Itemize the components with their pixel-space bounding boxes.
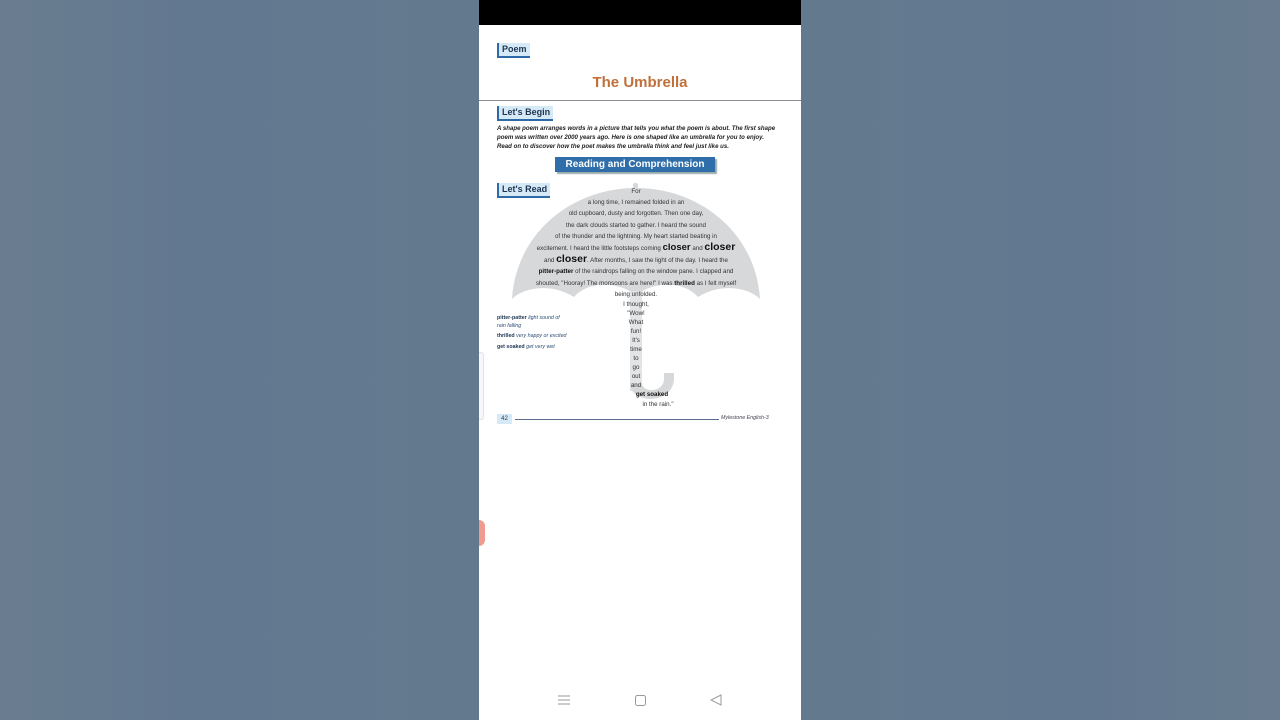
glossary-item — [497, 315, 567, 330]
recent-apps-button[interactable] — [557, 693, 571, 707]
back-button[interactable] — [709, 693, 723, 707]
poem-line: to — [633, 355, 639, 363]
glossary — [497, 315, 567, 354]
document-page[interactable] — [479, 25, 801, 665]
poem-line: time — [630, 346, 642, 354]
poem-line: and — [630, 382, 642, 390]
page-title: The Umbrella — [592, 74, 688, 91]
background-right — [801, 0, 1280, 720]
poem-text: shouted, "Hooray! The monsoons are here!" I was — [535, 279, 675, 287]
poem-line — [512, 254, 760, 266]
poem-line: What — [628, 319, 644, 327]
page-number: 42 — [497, 414, 512, 424]
poem-line: the dark clouds started to gather. I heard the sound — [566, 221, 706, 229]
emphasis-closer: closer — [704, 241, 736, 254]
home-square-icon — [635, 695, 646, 706]
lets-begin-heading: Let's Begin — [497, 106, 553, 121]
home-button[interactable] — [633, 693, 647, 707]
poem-text: as I felt myself — [694, 279, 737, 287]
poem-line: of the thunder and the lightning. My heart started beating in — [554, 232, 717, 240]
glossary-definition: very happy or excited — [516, 333, 567, 339]
phone-screen — [479, 0, 801, 720]
poem-line: a long time, I remained folded in an — [587, 199, 685, 207]
emphasis-closer: closer — [662, 242, 691, 254]
poem-line: For — [631, 188, 641, 195]
poem-text: and — [544, 257, 557, 265]
poem-line: fun! — [630, 328, 642, 336]
poem-line: in the rain." — [642, 401, 674, 409]
glossary-term: get soaked — [497, 343, 525, 350]
menu-icon — [558, 695, 570, 705]
glossary-definition: light sound of rain falling — [497, 315, 560, 329]
glossary-definition: get very wet — [526, 343, 555, 350]
poem-line: "Wow! — [627, 310, 645, 318]
book-title: Mylestone English-3 — [721, 415, 769, 421]
section-tag-poem: Poem — [497, 43, 530, 58]
poem-line: old cupboard, dusty and forgotten. Then one day, — [568, 210, 704, 218]
poem-line — [512, 242, 760, 254]
glossary-item — [497, 333, 567, 341]
back-triangle-icon — [710, 694, 722, 706]
glossary-term: pitter-patter — [497, 315, 527, 321]
poem-line: go — [632, 364, 640, 372]
glossary-term: thrilled — [497, 333, 515, 339]
status-bar — [479, 0, 801, 25]
poem-line: out — [631, 373, 641, 381]
poem-text: of the raindrops falling on the window pane. I clapped and — [573, 268, 734, 276]
android-nav-bar — [479, 680, 801, 720]
lets-read-heading: Let's Read — [497, 183, 550, 198]
glossary-word: pitter-patter — [538, 268, 574, 276]
intro-paragraph: A shape poem arranges words in a picture that tells you what the poem is about. The first shape poem was written over 2000 years ago. Here is one shaped like an umbrella for you to enjoy. Read on to discover how the poet makes the umbrella think and feel just like us. — [497, 125, 776, 150]
glossary-item — [497, 344, 567, 352]
poem-text: . After months, I saw the light of the day. I heard the — [587, 257, 728, 265]
umbrella-poem — [512, 186, 760, 410]
reading-comprehension-banner: Reading and Comprehension — [555, 157, 715, 172]
poem-text: excitement. I heard the little footsteps coming — [536, 245, 663, 253]
background-left — [0, 0, 479, 720]
glossary-word: thrilled — [674, 279, 695, 287]
floating-bubble[interactable] — [479, 520, 485, 546]
title-divider — [479, 100, 801, 101]
poem-line — [512, 278, 760, 289]
poem-text: and — [690, 245, 705, 253]
poem-line: being unfolded. — [614, 290, 658, 298]
glossary-word: get soaked — [635, 391, 669, 399]
side-panel-handle[interactable] — [479, 352, 484, 420]
poem-line: I thought, — [623, 301, 649, 309]
poem-line — [512, 266, 760, 277]
footer-divider — [515, 419, 719, 420]
emphasis-closer: closer — [556, 253, 588, 266]
poem-line: It's — [632, 337, 640, 345]
